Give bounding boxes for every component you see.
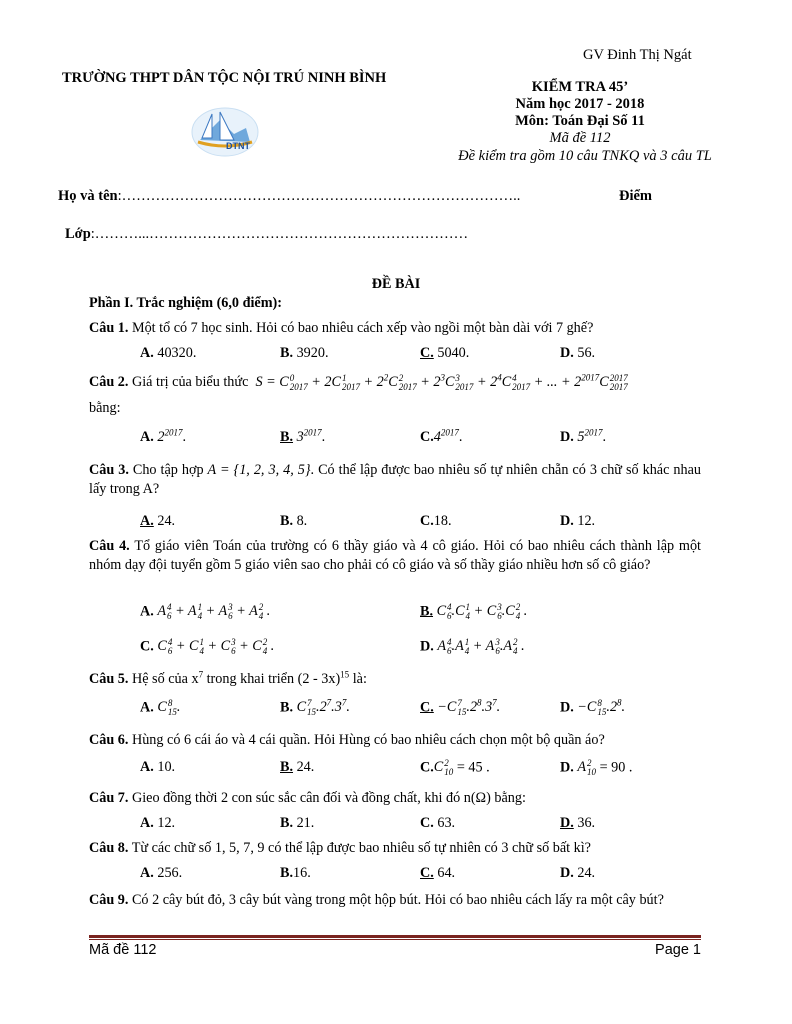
svg-text:DTNT: DTNT (226, 141, 250, 151)
class-label: Lớp (65, 226, 91, 242)
school-year: Năm học 2017 - 2018 (515, 96, 645, 112)
page-title: ĐỀ BÀI (371, 276, 421, 292)
q1-option-b[interactable]: B. 3920. (280, 345, 329, 361)
q7-option-c[interactable]: C. 63. (420, 815, 456, 831)
part1-heading: Phần I. Trắc nghiệm (6,0 điểm): (89, 295, 282, 311)
q2-expression: S = C 0 2017 + 2C 1 2017 + $2^2C$ 2 2017 + $2^3C$ 3 2017 + $2^4C$ 4 2017 + ... + $2^{2017}C$ 2017 2017 (251, 372, 628, 392)
q7-option-b[interactable]: B. 21. (280, 815, 315, 831)
question-4: Câu 4. Tổ giáo viên Toán của trường có 6 thầy giáo và 4 cô giáo. Hỏi có bao nhiêu cách thành lập một nhóm dạy đội tuyển gồm 5 giáo viên sao cho phải có cô giáo và số thầy giáo nhiều hơn số cô giáo? (89, 538, 701, 573)
student-name-line[interactable] (58, 188, 520, 205)
name-label: Họ và tên (58, 188, 118, 204)
q3-option-b[interactable]: B. 8. (280, 513, 308, 529)
question-8-options (140, 865, 700, 885)
q6-option-a[interactable]: A. 10. (140, 759, 176, 775)
q5-option-c[interactable]: C. −C 7 15 $.2^8.3^7$. (420, 697, 501, 717)
q6-option-c[interactable]: C.C 2 10 = 45 . (420, 758, 490, 777)
q5-option-a[interactable]: A. C 8 15 . (140, 698, 181, 717)
q1-option-d[interactable]: D. 56. (560, 345, 596, 361)
question-2: Câu 2. Giá trị của biểu thức S = C 0 2017 + 2C 1 2017 + $2^2C$ 2 2017 + $2^3C$ 3 2017 + $2^4C$ 4 2017 + ... + $2^{2017}C$ 2017 2017 (89, 372, 628, 392)
name-dots: :……………………………………………………………………….. (117, 188, 521, 204)
question-9: Câu 9. Có 2 cây bút đỏ, 3 cây bút vàng trong một hộp bút. Hỏi có bao nhiêu cách lấy ra một cây bút? (89, 892, 664, 908)
q7-option-a[interactable]: A. 12. (140, 815, 176, 831)
question-6-options (140, 759, 700, 779)
q2-option-b[interactable]: B. $3^{2017}$. (280, 427, 326, 445)
q2-option-c[interactable]: $C.4^{2017}$. (420, 427, 463, 445)
q5-option-d[interactable]: D. −C 8 15 $.2^8$. (560, 697, 626, 717)
footer-rule-thick (89, 935, 701, 938)
question-5-options (140, 699, 700, 719)
q1-option-a[interactable]: A. 40320. (140, 345, 197, 361)
q6-option-d[interactable]: D. A 2 10 = 90 . (560, 758, 633, 777)
q4-option-b[interactable]: B. C 4 6 .C 1 4 + C 3 6 .C 2 4 . (420, 602, 528, 621)
exam-title: KIỂM TRA 45’ (531, 79, 629, 95)
q4-option-a[interactable]: A. A 4 6 + A 1 4 + A 3 6 + A 2 4 . (140, 602, 271, 621)
q8-option-d[interactable]: D. 24. (560, 865, 596, 881)
q8-option-c[interactable]: C. 64. (420, 865, 456, 881)
q7-option-d[interactable]: D. 36. (560, 815, 596, 831)
q3-option-d[interactable]: D. 12. (560, 513, 596, 529)
q8-option-a[interactable]: A. 256. (140, 865, 183, 881)
class-dots: :………...………………………………………………………… (90, 226, 469, 242)
exam-note: Đề kiểm tra gồm 10 câu TNKQ và 3 câu TL (458, 148, 712, 164)
score-label: Điểm (619, 188, 653, 204)
school-logo (190, 104, 260, 158)
q3-option-a[interactable]: A. 24. (140, 513, 176, 529)
question-1: Câu 1. Một tổ có 7 học sinh. Hỏi có bao nhiêu cách xếp vào ngồi một bàn dài với 7 ghế? (89, 320, 594, 336)
q5-option-b[interactable]: B. C 7 15 $.2^7.3^7$. (280, 697, 350, 717)
teacher-name: GV Đinh Thị Ngát (583, 47, 692, 63)
q4-option-c[interactable]: C. C 4 6 + C 1 4 + C 3 6 + C 2 4 . (140, 637, 275, 656)
footer-rule-thin (89, 939, 701, 940)
class-line[interactable] (65, 226, 468, 243)
question-6: Câu 6. Hùng có 6 cái áo và 4 cái quần. Hỏi Hùng có bao nhiêu cách chọn một bộ quần áo? (89, 732, 605, 748)
question-3-options (140, 513, 700, 533)
question-2-tail: bằng: (89, 400, 121, 416)
q4-option-d[interactable]: D. A 4 6 .A 1 4 + A 3 6 .A 2 4 . (420, 637, 525, 656)
q1-option-c[interactable]: C. 5040. (420, 345, 470, 361)
q3-option-c[interactable]: C.18. (420, 513, 452, 529)
question-2-options (140, 429, 700, 449)
question-5: Câu 5. Hệ số của $x^7$ trong khai triển (2 - 3x)$^{15}$ là: (89, 669, 367, 687)
q6-option-b[interactable]: B. 24. (280, 759, 315, 775)
q8-option-b[interactable]: B.16. (280, 865, 311, 881)
subject: Môn: Toán Đại Số 11 (515, 113, 645, 129)
question-8: Câu 8. Từ các chữ số 1, 5, 7, 9 có thể lập được bao nhiêu số tự nhiên có 3 chữ số bất kì? (89, 840, 591, 856)
footer-exam-code: Mã đề 112 (89, 942, 157, 958)
school-name: TRƯỜNG THPT DÂN TỘC NỘI TRÚ NINH BÌNH (62, 70, 387, 86)
q2-option-a[interactable]: A. $2^{2017}$. (140, 427, 186, 445)
question-7-options (140, 815, 700, 835)
q2-option-d[interactable]: D. $5^{2017}$. (560, 427, 606, 445)
question-4-options-row2 (140, 638, 700, 658)
question-7: Câu 7. Gieo đồng thời 2 con súc sắc cân đối và đồng chất, khi đó n(Ω) bằng: (89, 790, 526, 806)
question-1-options (140, 345, 700, 365)
exam-code: Mã đề 112 (549, 130, 611, 146)
question-4-options-row1 (140, 603, 700, 623)
question-3: Câu 3. Cho tập hợp A = {1, 2, 3, 4, 5}. Có thể lập được bao nhiêu số tự nhiên chẵn có 3 chữ số khác nhau lấy trong A? (89, 462, 701, 497)
q3-set: A = {1, 2, 3, 4, 5} (207, 462, 311, 478)
footer-page-number: Page 1 (655, 942, 701, 958)
